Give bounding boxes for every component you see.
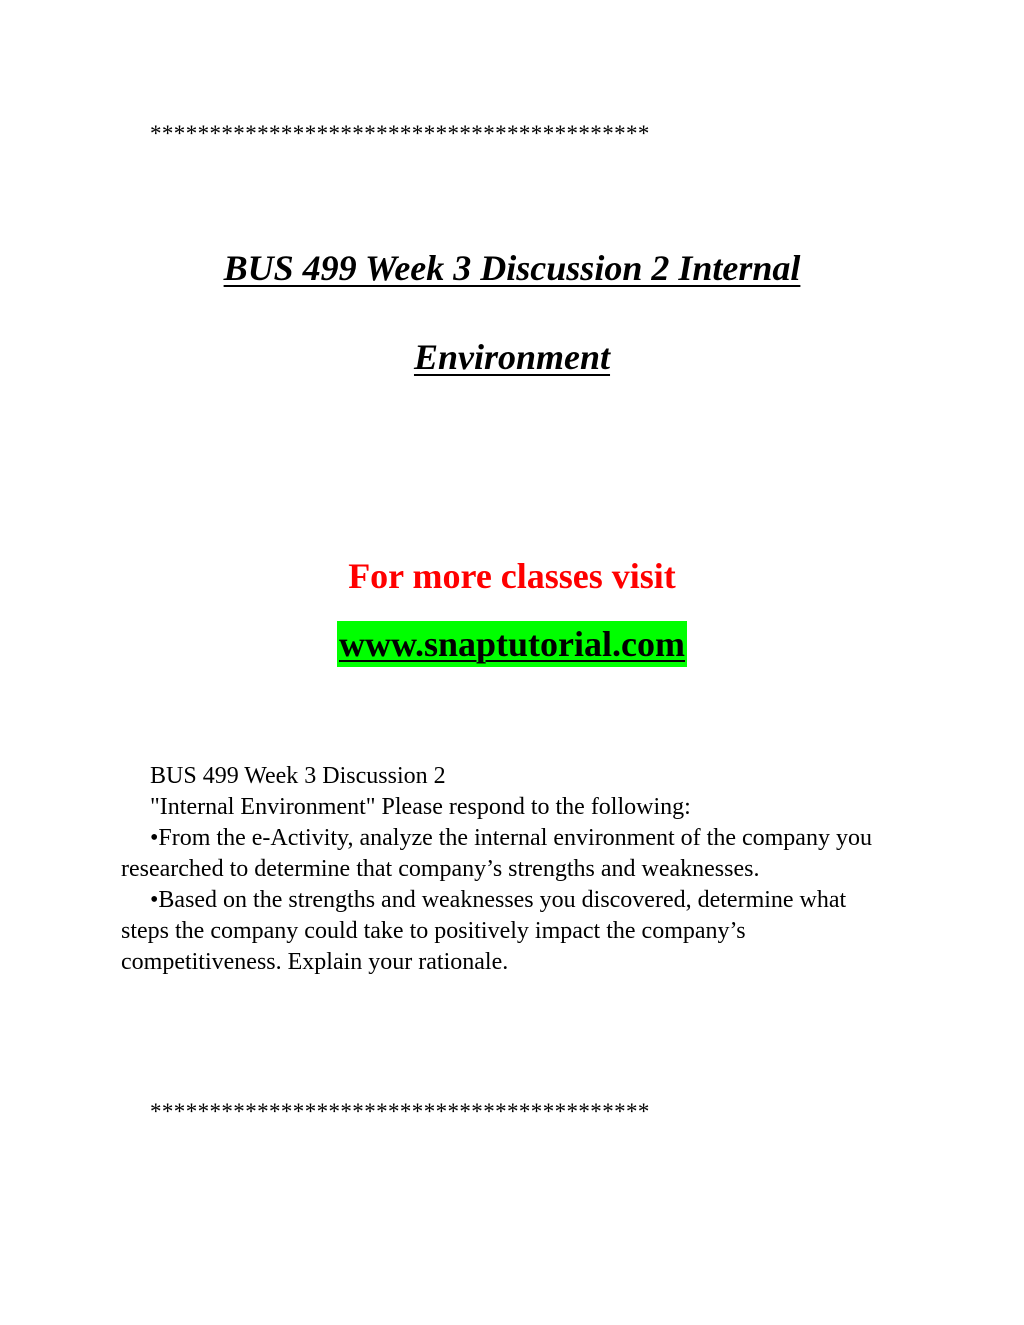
snaptutorial-link[interactable]: www.snaptutorial.com [337, 621, 687, 667]
document-title-line-1: BUS 499 Week 3 Discussion 2 Internal [223, 248, 801, 288]
bullet-analyze: •From the e-Activity, analyze the internal environment of the company you researched to determine that company’s strengths and weaknesses. [121, 825, 872, 882]
prompt-line: "Internal Environment" Please respond to the following: [150, 794, 691, 820]
document-title-line-2: Environment [413, 337, 611, 377]
promo-visit-text: For more classes visit [348, 556, 676, 596]
discussion-body [121, 761, 891, 978]
bottom-separator: ****************************************** [150, 1099, 650, 1124]
promo-link-container [0, 621, 1024, 667]
bullet-steps: •Based on the strengths and weaknesses you discovered, determine what steps the company could take to positively impact the company’s competitiveness. Explain your rationale. [121, 887, 847, 975]
course-line: BUS 499 Week 3 Discussion 2 [150, 763, 446, 789]
top-separator: ****************************************** [150, 121, 650, 146]
